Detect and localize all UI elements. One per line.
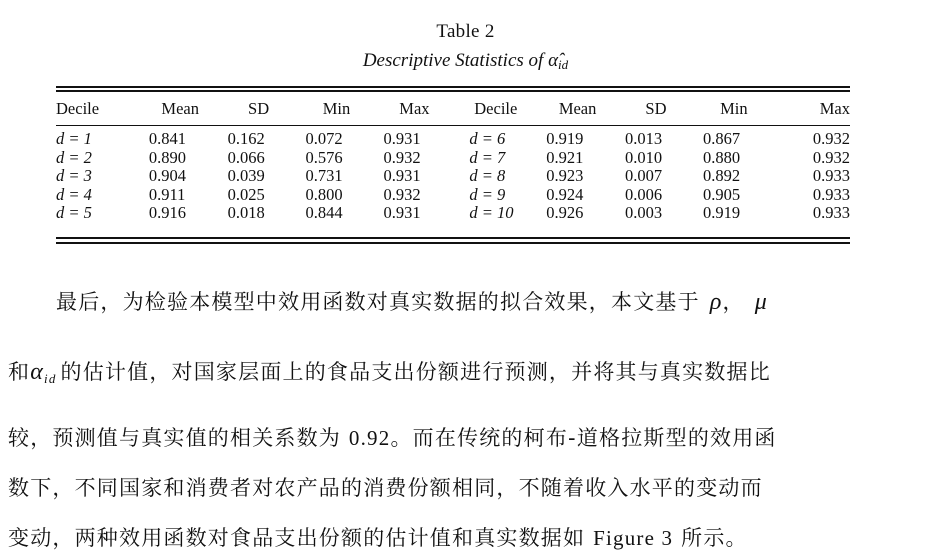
value-cell: 0.890 xyxy=(148,147,186,167)
value-cell: 0.919 xyxy=(702,203,741,222)
value-cell: 0.576 xyxy=(305,147,343,167)
decile-cell: d = 5 xyxy=(56,203,92,222)
header-row xyxy=(56,93,850,124)
table-title-text: Descriptive Statistics of xyxy=(362,50,549,71)
value-cell: 0.892 xyxy=(702,166,741,185)
table-row xyxy=(56,186,850,205)
paragraph-line-1 xyxy=(56,286,931,316)
value-cell: 0.162 xyxy=(227,129,265,148)
rho-symbol: ρ xyxy=(709,289,723,315)
mu-symbol: μ xyxy=(754,289,768,315)
value-cell: 0.926 xyxy=(546,203,584,222)
decile-cell: d = 8 xyxy=(469,166,506,185)
header-max-right: Max xyxy=(819,98,850,118)
value-cell: 0.844 xyxy=(305,203,343,222)
decile-cell: d = 1 xyxy=(56,129,92,148)
value-cell: 0.841 xyxy=(148,129,186,148)
value-cell: 0.911 xyxy=(148,184,186,204)
value-cell: 0.932 xyxy=(383,184,421,204)
value-cell: 0.800 xyxy=(305,184,343,204)
header-sd-left: SD xyxy=(248,98,270,118)
value-cell: 0.880 xyxy=(702,147,741,167)
value-cell: 0.025 xyxy=(227,184,265,204)
value-cell: 0.932 xyxy=(812,129,850,148)
value-cell: 0.072 xyxy=(305,129,343,148)
decile-cell: d = 4 xyxy=(56,184,92,204)
top-rule-outer xyxy=(56,86,850,88)
alpha-id-subscript: id xyxy=(44,371,57,386)
line2-text: 的估计值，对国家层面上的食品支出份额进行预测，并将其与真实数据比 xyxy=(60,360,771,384)
line5-text-2: 所示。 xyxy=(673,526,748,550)
table-title xyxy=(0,50,931,73)
decile-cell: d = 7 xyxy=(469,147,506,167)
value-cell: 0.013 xyxy=(625,129,663,148)
value-cell: 0.006 xyxy=(625,184,663,204)
header-min-left: Min xyxy=(322,98,351,118)
value-cell: 0.731 xyxy=(305,166,343,185)
decile-cell: d = 3 xyxy=(56,166,92,185)
header-decile-left: Decile xyxy=(56,98,100,118)
paragraph-line-2 xyxy=(8,356,920,387)
correlation-value: 0.92 xyxy=(348,426,391,450)
bottom-rule-inner xyxy=(56,237,850,239)
value-cell: 0.010 xyxy=(625,147,663,167)
bottom-rule-outer xyxy=(56,242,850,244)
table-row xyxy=(56,204,850,223)
table-row xyxy=(56,124,850,149)
value-cell: 0.932 xyxy=(383,147,421,167)
value-cell: 0.923 xyxy=(546,166,584,185)
paragraph-line-5 xyxy=(8,522,920,552)
value-cell: 0.931 xyxy=(383,129,421,148)
line4-text: 数下，不同国家和消费者对农产品的消费份额相同，不随着收入水平的变动而 xyxy=(8,476,763,500)
value-cell: 0.003 xyxy=(625,203,663,222)
header-decile-right: Decile xyxy=(474,98,518,118)
line1-text: 最后，为检验本模型中效用函数对真实数据的拟合效果，本文基于 xyxy=(56,290,700,314)
line1-sep: ， xyxy=(722,290,745,314)
paragraph-line-3 xyxy=(8,422,920,452)
table-body xyxy=(56,124,850,223)
value-cell: 0.904 xyxy=(148,166,186,185)
header-max-left: Max xyxy=(399,98,430,118)
value-cell: 0.916 xyxy=(148,203,186,222)
value-cell: 0.933 xyxy=(812,184,850,204)
table-row xyxy=(56,149,850,168)
alpha-subscript: id xyxy=(558,57,569,72)
value-cell: 0.039 xyxy=(227,166,265,185)
statistics-table xyxy=(56,93,850,223)
value-cell: 0.932 xyxy=(812,147,850,167)
table-row xyxy=(56,167,850,186)
value-cell: 0.905 xyxy=(702,184,741,204)
decile-cell: d = 9 xyxy=(469,184,506,204)
value-cell: 0.933 xyxy=(812,166,850,185)
value-cell: 0.933 xyxy=(812,203,850,222)
value-cell: 0.867 xyxy=(702,129,741,148)
table-label: Table 2 xyxy=(436,21,495,42)
line2-pre: 和 xyxy=(8,360,31,384)
value-cell: 0.931 xyxy=(383,166,421,185)
decile-cell: d = 2 xyxy=(56,147,92,167)
value-cell: 0.931 xyxy=(383,203,421,222)
header-min-right: Min xyxy=(720,98,748,118)
header-mean-right: Mean xyxy=(558,98,597,118)
top-rule-inner xyxy=(56,90,850,92)
paragraph-line-4 xyxy=(8,472,920,502)
value-cell: 0.018 xyxy=(227,203,265,222)
decile-cell: d = 10 xyxy=(469,203,514,222)
value-cell: 0.007 xyxy=(625,166,663,185)
value-cell: 0.921 xyxy=(546,147,584,167)
alpha-symbol: α xyxy=(30,359,45,385)
value-cell: 0.066 xyxy=(227,147,265,167)
header-mean-left: Mean xyxy=(161,98,199,118)
figure-reference: Figure 3 xyxy=(593,526,674,550)
header-sd-right: SD xyxy=(645,98,667,118)
value-cell: 0.924 xyxy=(546,184,584,204)
alpha-hat-symbol: α̂ xyxy=(548,50,559,71)
line3-text-2: 。而在传统的柯布-道格拉斯型的效用函 xyxy=(390,426,777,450)
decile-cell: d = 6 xyxy=(469,129,506,148)
line3-text: 较，预测值与真实值的相关系数为 xyxy=(8,426,349,450)
value-cell: 0.919 xyxy=(546,129,584,148)
line5-text: 变动，两种效用函数对食品支出份额的估计值和真实数据如 xyxy=(8,526,594,550)
